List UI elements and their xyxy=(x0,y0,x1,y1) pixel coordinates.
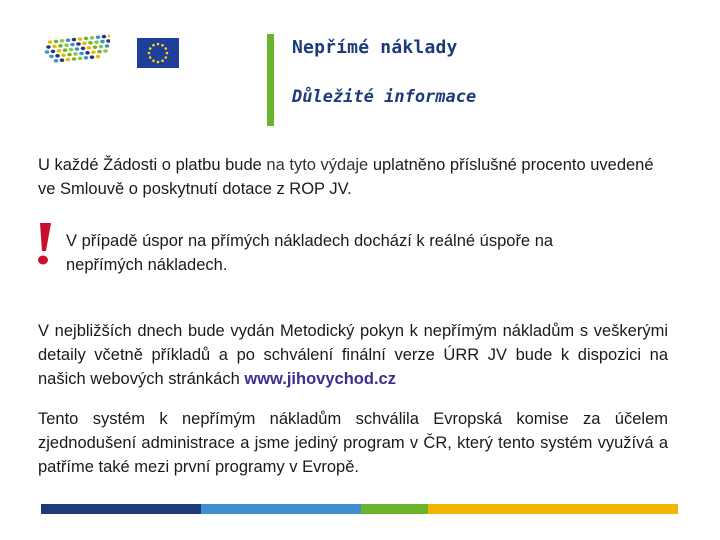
paragraph-methodology xyxy=(38,319,668,391)
website-link[interactable]: www.jihovychod.cz xyxy=(244,370,396,388)
footer-segment-green xyxy=(361,504,428,514)
rop-logo-icon xyxy=(40,34,110,70)
eu-flag-icon xyxy=(137,38,179,68)
accent-bar xyxy=(267,34,274,126)
paragraph-system: Tento systém k nepřímým nákladům schválila Evropská komise za účelem zjednodušení administrace a jsme jediný program v ČR, který tento systém využívá a patříme také mezi první programy v Evropě. xyxy=(38,410,668,476)
p3-text: V nejbližších dnech bude vydán Metodický pokyn k nepřímým nákladům s veškerými detaily včetně příkladů a po schválení finální verze ÚRR JV bude k dispozici na našich webových stránkách xyxy=(38,322,668,388)
footer-segment-blue xyxy=(201,504,361,514)
paragraph-savings: V případě úspor na přímých nákladech dochází k reálné úspoře na nepřímých nákladech. xyxy=(66,232,554,274)
footer-segment-navy xyxy=(41,504,201,514)
page-subtitle: Důležité informace xyxy=(292,87,477,107)
exclamation-icon xyxy=(33,221,55,267)
p1-part1: U každé Žádosti o platbu bude xyxy=(38,156,262,174)
footer-color-bar xyxy=(41,504,678,514)
page-title: Nepřímé náklady xyxy=(292,37,458,58)
p1-part3: uplatněno příslušné procento uvedené ve Smlouvě o poskytnutí dotace z ROP JV. xyxy=(38,156,654,198)
paragraph-payment xyxy=(38,153,668,201)
p1-part2: na tyto výdaje xyxy=(266,156,369,174)
footer-segment-yellow xyxy=(428,504,678,514)
